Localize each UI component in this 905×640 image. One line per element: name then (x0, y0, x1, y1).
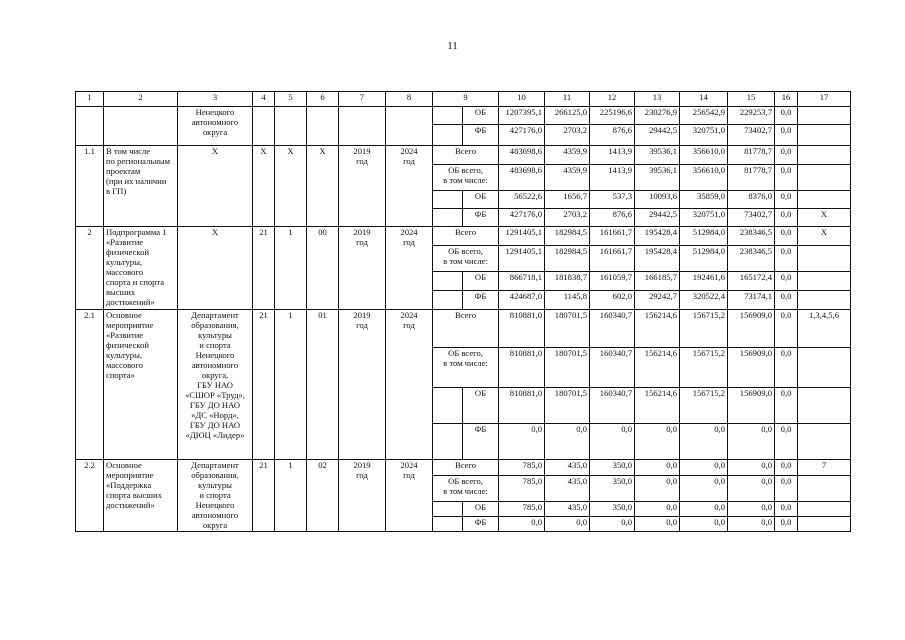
program-finance-table (75, 91, 851, 532)
row-number: 1.1 (76, 146, 104, 227)
col-header: 13 (635, 92, 680, 107)
end-year: 2024 год (386, 227, 433, 310)
source-label: Всего (433, 146, 499, 165)
col-header: 7 (339, 92, 386, 107)
value-cell: 0,0 (635, 460, 680, 476)
source-label: ФБ (463, 209, 499, 227)
value-cell: 160340,7 (590, 388, 635, 424)
executor-cell: Х (178, 146, 253, 227)
value-cell: 156214,6 (635, 310, 680, 348)
end-year: 2024 год (386, 146, 433, 227)
value-cell: 1291405,1 (499, 227, 545, 246)
value-cell: 2703,2 (545, 209, 590, 227)
value-cell: 35859,0 (680, 191, 728, 209)
value-cell: 0,0 (728, 460, 775, 476)
indicator-cell: Х (798, 227, 851, 246)
value-cell: 180701,5 (545, 388, 590, 424)
value-cell: 0,0 (680, 424, 728, 460)
value-cell: 320751,0 (680, 209, 728, 227)
value-cell: 0,0 (775, 476, 798, 502)
col-header: 17 (798, 92, 851, 107)
table-row: 2.1 Основное мероприятие «Развитие физической культуры, массового спорта» Департамент образования, культуры и спорта Ненецкого автономного округа, ГБУ НАО «СШОР «Труд», ГБУ ДО НАО «ДС «Норд», ГБУ ДО НАО «ДЮЦ «Лидер» 21 1 01 2019 год 2024 год Всего 810881,0 180701,5 160340,7 156214,6 156715,2 156909,0 0,0 1,3,4,5,6 (76, 310, 851, 348)
source-label: ОБ всего, в том числе: (433, 348, 499, 388)
value-cell: 1207395,1 (499, 107, 545, 125)
col-header: 8 (386, 92, 433, 107)
value-cell: 350,0 (590, 460, 635, 476)
value-cell: 160340,7 (590, 310, 635, 348)
value-cell: 165172,4 (728, 272, 775, 291)
value-cell: 56522,6 (499, 191, 545, 209)
value-cell: 1291405,1 (499, 246, 545, 272)
source-label: ФБ (463, 291, 499, 310)
value-cell: 810881,0 (499, 388, 545, 424)
row-name: В том числе по региональным проектам (при их наличии в ГП) (104, 146, 178, 227)
value-cell: 2703,2 (545, 125, 590, 146)
row-number (76, 107, 104, 146)
value-cell: 0,0 (775, 502, 798, 517)
end-year: 2024 год (386, 310, 433, 460)
value-cell: 785,0 (499, 502, 545, 517)
value-cell: 785,0 (499, 460, 545, 476)
value-cell: 512984,0 (680, 246, 728, 272)
value-cell: 0,0 (775, 246, 798, 272)
source-label: ОБ всего, в том числе: (433, 476, 499, 502)
page-number: 11 (447, 40, 458, 52)
start-year: 2019 год (339, 310, 386, 460)
value-cell: 0,0 (680, 476, 728, 502)
start-year: 2019 год (339, 146, 386, 227)
value-cell: 81778,7 (728, 165, 775, 191)
source-label: ОБ (463, 388, 499, 424)
value-cell: 0,0 (775, 517, 798, 532)
indicator-cell: 7 (798, 460, 851, 476)
source-label: Всего (433, 310, 499, 348)
col-header: 16 (775, 92, 798, 107)
value-cell: 156214,6 (635, 348, 680, 388)
executor-cell: Департамент образования, культуры и спорта Ненецкого автономного округа, ГБУ НАО «СШОР «Труд», ГБУ ДО НАО «ДС «Норд», ГБУ ДО НАО «ДЮЦ «Лидер» (178, 310, 253, 460)
value-cell: 0,0 (499, 517, 545, 532)
value-cell: 424687,0 (499, 291, 545, 310)
value-cell: 39536,1 (635, 146, 680, 165)
value-cell: 229253,7 (728, 107, 775, 125)
value-cell: 0,0 (775, 227, 798, 246)
row-number: 2.1 (76, 310, 104, 460)
value-cell: 0,0 (635, 502, 680, 517)
value-cell: 0,0 (680, 502, 728, 517)
value-cell: 29242,7 (635, 291, 680, 310)
value-cell: 39536,1 (635, 165, 680, 191)
value-cell: 256542,9 (680, 107, 728, 125)
value-cell: 0,0 (775, 165, 798, 191)
value-cell: 320522,4 (680, 291, 728, 310)
end-year: 2024 год (386, 460, 433, 532)
value-cell: 427176,0 (499, 125, 545, 146)
value-cell: 182984,5 (545, 246, 590, 272)
row-number: 2.2 (76, 460, 104, 532)
value-cell: 0,0 (545, 517, 590, 532)
value-cell: 225196,6 (590, 107, 635, 125)
value-cell: 350,0 (590, 502, 635, 517)
value-cell: 0,0 (775, 310, 798, 348)
value-cell: 512984,0 (680, 227, 728, 246)
value-cell: 320751,0 (680, 125, 728, 146)
source-label: ОБ (463, 107, 499, 125)
value-cell: 0,0 (590, 424, 635, 460)
value-cell: 1145,8 (545, 291, 590, 310)
value-cell: 0,0 (680, 517, 728, 532)
col-header: 12 (590, 92, 635, 107)
value-cell: 266125,0 (545, 107, 590, 125)
value-cell: 866718,1 (499, 272, 545, 291)
col-header: 4 (253, 92, 275, 107)
value-cell: 161661,7 (590, 227, 635, 246)
value-cell: 4359,9 (545, 146, 590, 165)
value-cell: 602,0 (590, 291, 635, 310)
value-cell: 0,0 (775, 125, 798, 146)
row-name: Подпрограмма 1 «Развитие физической культуры, массового спорта и спорта высших достижений» (104, 227, 178, 310)
col-header: 10 (499, 92, 545, 107)
row-name: Основное мероприятие «Развитие физической культуры, массового спорта» (104, 310, 178, 460)
value-cell: 435,0 (545, 476, 590, 502)
value-cell: 0,0 (499, 424, 545, 460)
source-label: ОБ (463, 272, 499, 291)
value-cell: 156909,0 (728, 348, 775, 388)
value-cell: 435,0 (545, 502, 590, 517)
source-label: ОБ всего, в том числе: (433, 165, 499, 191)
col-header: 3 (178, 92, 253, 107)
indicator-cell: 1,3,4,5,6 (798, 310, 851, 348)
value-cell: 230276,9 (635, 107, 680, 125)
indicator-cell: Х (798, 209, 851, 227)
value-cell: 73174,1 (728, 291, 775, 310)
value-cell: 181838,7 (545, 272, 590, 291)
table-row: 2.2 Основное мероприятие «Поддержка спорта высших достижений» Департамент образования, культуры и спорта Ненецкого автономного округа 21 1 02 2019 год 2024 год Всего 785,0 435,0 350,0 0,0 0,0 0,0 0,0 7 (76, 460, 851, 476)
source-label: Всего (433, 460, 499, 476)
value-cell: 0,0 (775, 191, 798, 209)
value-cell: 785,0 (499, 476, 545, 502)
value-cell: 876,6 (590, 125, 635, 146)
value-cell: 427176,0 (499, 209, 545, 227)
value-cell: 0,0 (775, 107, 798, 125)
table-row: 1.1 В том числе по региональным проектам (при их наличии в ГП) Х Х Х Х 2019 год 2024 год Всего 483698,6 4359,9 1413,9 39536,1 356610,0 81778,7 0,0 (76, 146, 851, 165)
value-cell: 156214,6 (635, 388, 680, 424)
value-cell: 180701,5 (545, 310, 590, 348)
value-cell: 4359,9 (545, 165, 590, 191)
value-cell: 0,0 (590, 517, 635, 532)
value-cell: 350,0 (590, 476, 635, 502)
col-header: 1 (76, 92, 104, 107)
value-cell: 73402,7 (728, 209, 775, 227)
value-cell: 160340,7 (590, 348, 635, 388)
value-cell: 8376,0 (728, 191, 775, 209)
value-cell: 0,0 (775, 272, 798, 291)
value-cell: 810881,0 (499, 348, 545, 388)
value-cell: 10093,6 (635, 191, 680, 209)
value-cell: 537,3 (590, 191, 635, 209)
row-name: Основное мероприятие «Поддержка спорта высших достижений» (104, 460, 178, 532)
value-cell: 0,0 (775, 146, 798, 165)
source-label: ФБ (463, 424, 499, 460)
value-cell: 0,0 (635, 476, 680, 502)
value-cell: 356610,0 (680, 165, 728, 191)
value-cell: 0,0 (775, 424, 798, 460)
value-cell: 0,0 (775, 291, 798, 310)
source-label: ОБ всего, в том числе: (433, 246, 499, 272)
table-row: 2 Подпрограмма 1 «Развитие физической культуры, массового спорта и спорта высших достижений» Х 21 1 00 2019 год 2024 год Всего 1291405,1 182984,5 161661,7 195428,4 512984,0 238346,5 0,0 Х (76, 227, 851, 246)
value-cell: 876,6 (590, 209, 635, 227)
col-header: 9 (433, 92, 499, 107)
value-cell: 180701,5 (545, 348, 590, 388)
value-cell: 73402,7 (728, 125, 775, 146)
col-header: 5 (275, 92, 307, 107)
value-cell: 238346,5 (728, 227, 775, 246)
value-cell: 483698,6 (499, 165, 545, 191)
value-cell: 156715,2 (680, 310, 728, 348)
value-cell: 0,0 (635, 424, 680, 460)
value-cell: 195428,4 (635, 227, 680, 246)
source-label: ОБ (463, 191, 499, 209)
col-header: 11 (545, 92, 590, 107)
value-cell: 0,0 (728, 424, 775, 460)
value-cell: 29442,5 (635, 209, 680, 227)
col-header: 6 (307, 92, 339, 107)
col-header: 2 (104, 92, 178, 107)
source-label: ОБ (463, 502, 499, 517)
value-cell: 0,0 (775, 460, 798, 476)
value-cell: 192461,6 (680, 272, 728, 291)
value-cell: 435,0 (545, 460, 590, 476)
source-label: Всего (433, 227, 499, 246)
value-cell: 0,0 (680, 460, 728, 476)
executor-cell: Х (178, 227, 253, 310)
value-cell: 161661,7 (590, 246, 635, 272)
value-cell: 1413,9 (590, 146, 635, 165)
value-cell: 29442,5 (635, 125, 680, 146)
value-cell: 195428,4 (635, 246, 680, 272)
value-cell: 238346,5 (728, 246, 775, 272)
value-cell: 0,0 (635, 517, 680, 532)
executor-cell: Департамент образования, культуры и спорта Ненецкого автономного округа (178, 460, 253, 532)
value-cell: 0,0 (775, 209, 798, 227)
value-cell: 166185,7 (635, 272, 680, 291)
row-name (104, 107, 178, 146)
row-number: 2 (76, 227, 104, 310)
value-cell: 156909,0 (728, 310, 775, 348)
col-header: 15 (728, 92, 775, 107)
value-cell: 0,0 (728, 517, 775, 532)
value-cell: 156715,2 (680, 348, 728, 388)
table-row (76, 107, 851, 125)
value-cell: 0,0 (775, 388, 798, 424)
col-header: 14 (680, 92, 728, 107)
source-label: ФБ (463, 125, 499, 146)
start-year: 2019 год (339, 227, 386, 310)
executor-cell: Ненецкого автономного округа (178, 107, 253, 146)
value-cell: 810881,0 (499, 310, 545, 348)
value-cell: 483698,6 (499, 146, 545, 165)
value-cell: 356610,0 (680, 146, 728, 165)
value-cell: 182984,5 (545, 227, 590, 246)
value-cell: 0,0 (545, 424, 590, 460)
value-cell: 1656,7 (545, 191, 590, 209)
value-cell: 1413,9 (590, 165, 635, 191)
value-cell: 0,0 (775, 348, 798, 388)
value-cell: 0,0 (728, 476, 775, 502)
value-cell: 0,0 (728, 502, 775, 517)
value-cell: 81778,7 (728, 146, 775, 165)
source-label: ФБ (463, 517, 499, 532)
value-cell: 156715,2 (680, 388, 728, 424)
value-cell: 156909,0 (728, 388, 775, 424)
value-cell: 161059,7 (590, 272, 635, 291)
start-year: 2019 год (339, 460, 386, 532)
column-number-row (76, 92, 851, 107)
